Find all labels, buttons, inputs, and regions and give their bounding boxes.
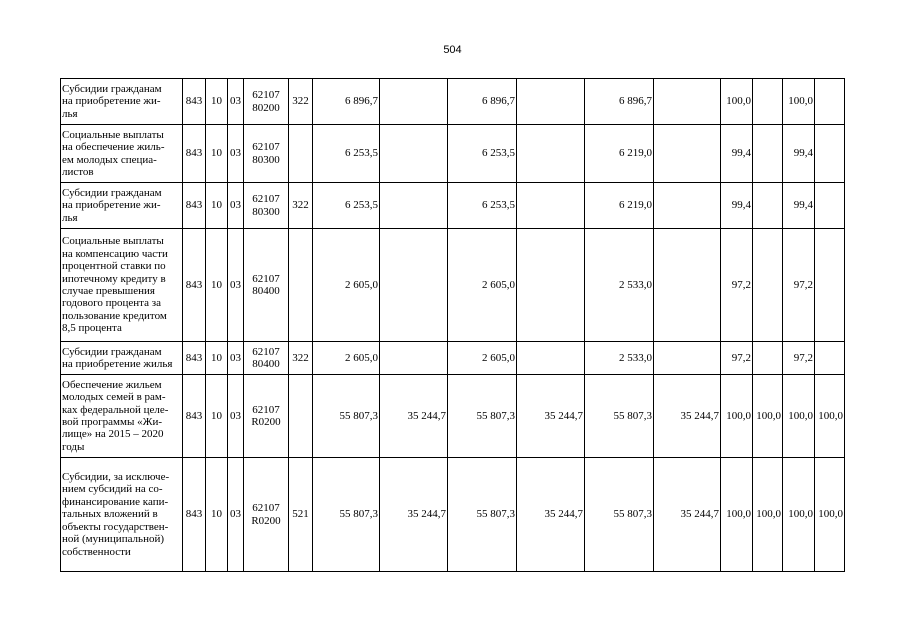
section-cell: 10 bbox=[206, 125, 228, 183]
expense-type-cell: 521 bbox=[289, 458, 313, 572]
value-cell: 35 244,7 bbox=[380, 375, 448, 458]
table-row bbox=[61, 125, 845, 183]
section-cell: 10 bbox=[206, 79, 228, 125]
value-cell: 35 244,7 bbox=[380, 458, 448, 572]
percent-cell bbox=[753, 125, 783, 183]
row-name-line: объекты государствен- bbox=[62, 520, 169, 533]
row-name-line: ной (муниципальной) bbox=[62, 533, 165, 546]
value-cell: 6 896,7 bbox=[313, 79, 380, 125]
percent-cell: 100,0 bbox=[753, 458, 783, 572]
ministry-cell: 843 bbox=[183, 375, 206, 458]
value-cell: 55 807,3 bbox=[448, 458, 517, 572]
percent-cell bbox=[815, 342, 845, 375]
section-cell: 10 bbox=[206, 458, 228, 572]
ministry-cell: 843 bbox=[183, 125, 206, 183]
row-name-line: Субсидии гражданам bbox=[62, 345, 162, 358]
value-cell bbox=[654, 79, 721, 125]
row-name-line: ипотечному кредиту в bbox=[62, 272, 166, 285]
percent-cell: 100,0 bbox=[783, 375, 815, 458]
target-code-line: 80300 bbox=[252, 153, 280, 166]
value-cell: 55 807,3 bbox=[448, 375, 517, 458]
target-code-line: 62107 bbox=[252, 141, 280, 154]
ministry-cell: 843 bbox=[183, 183, 206, 229]
ministry-cell: 843 bbox=[183, 458, 206, 572]
expense-type-cell: 322 bbox=[289, 79, 313, 125]
expense-type-cell: 322 bbox=[289, 342, 313, 375]
value-cell bbox=[380, 342, 448, 375]
ministry-cell: 843 bbox=[183, 79, 206, 125]
percent-cell: 99,4 bbox=[721, 183, 753, 229]
value-cell: 2 605,0 bbox=[313, 229, 380, 342]
expense-type-cell bbox=[289, 375, 313, 458]
row-name-line: на обеспечение жиль- bbox=[62, 141, 165, 154]
percent-cell bbox=[815, 125, 845, 183]
target-code-cell bbox=[244, 125, 289, 183]
row-name-line: Субсидии гражданам bbox=[62, 82, 162, 95]
row-name-line: на компенсацию части bbox=[62, 247, 168, 260]
percent-cell: 97,2 bbox=[721, 342, 753, 375]
value-cell bbox=[654, 183, 721, 229]
table-row bbox=[61, 79, 845, 125]
subsection-cell: 03 bbox=[228, 183, 244, 229]
row-name-line: нием субсидий на со- bbox=[62, 483, 163, 496]
value-cell: 35 244,7 bbox=[654, 375, 721, 458]
row-name-line: лище» на 2015 – 2020 bbox=[62, 428, 164, 441]
row-name-line: Социальные выплаты bbox=[62, 235, 164, 248]
target-code-cell bbox=[244, 229, 289, 342]
value-cell: 6 253,5 bbox=[448, 183, 517, 229]
row-name-line: вой программы «Жи- bbox=[62, 416, 163, 428]
percent-cell: 100,0 bbox=[815, 375, 845, 458]
row-name-line: лья bbox=[62, 211, 78, 224]
row-name-cell bbox=[61, 229, 183, 342]
row-name-line: Субсидии, за исключе- bbox=[62, 471, 170, 484]
row-name-cell bbox=[61, 183, 183, 229]
value-cell bbox=[380, 183, 448, 229]
row-name-line: ках федеральной целе- bbox=[62, 403, 169, 416]
value-cell: 55 807,3 bbox=[313, 458, 380, 572]
subsection-cell: 03 bbox=[228, 79, 244, 125]
row-name-cell bbox=[61, 79, 183, 125]
percent-cell: 97,2 bbox=[783, 342, 815, 375]
table-row bbox=[61, 375, 845, 458]
subsection-cell: 03 bbox=[228, 229, 244, 342]
value-cell: 35 244,7 bbox=[517, 458, 585, 572]
ministry-cell: 843 bbox=[183, 342, 206, 375]
row-name-line: молодых семей в рам- bbox=[62, 391, 166, 404]
value-cell bbox=[380, 79, 448, 125]
target-code-line: R0200 bbox=[251, 416, 281, 428]
percent-cell: 100,0 bbox=[721, 375, 753, 458]
value-cell: 6 896,7 bbox=[585, 79, 654, 125]
subsection-cell: 03 bbox=[228, 125, 244, 183]
row-name-line: Обеспечение жильем bbox=[62, 378, 162, 391]
row-name-cell bbox=[61, 375, 183, 458]
value-cell: 6 253,5 bbox=[448, 125, 517, 183]
expense-type-cell bbox=[289, 229, 313, 342]
row-name-cell bbox=[61, 125, 183, 183]
row-name-line: лья bbox=[62, 107, 78, 120]
target-code-line: 62107 bbox=[252, 403, 280, 416]
value-cell: 6 253,5 bbox=[313, 183, 380, 229]
section-cell: 10 bbox=[206, 375, 228, 458]
percent-cell bbox=[753, 79, 783, 125]
percent-cell: 99,4 bbox=[783, 125, 815, 183]
value-cell bbox=[517, 183, 585, 229]
value-cell: 2 605,0 bbox=[448, 342, 517, 375]
target-code-line: 62107 bbox=[252, 193, 280, 206]
row-name-line: Социальные выплаты bbox=[62, 128, 164, 141]
target-code-line: 80400 bbox=[252, 358, 280, 370]
value-cell bbox=[654, 342, 721, 375]
value-cell bbox=[380, 229, 448, 342]
section-cell: 10 bbox=[206, 342, 228, 375]
section-cell: 10 bbox=[206, 183, 228, 229]
target-code-cell bbox=[244, 375, 289, 458]
value-cell: 6 219,0 bbox=[585, 183, 654, 229]
table-row bbox=[61, 458, 845, 572]
value-cell: 6 896,7 bbox=[448, 79, 517, 125]
value-cell: 55 807,3 bbox=[585, 458, 654, 572]
row-name-line: пользование кредитом bbox=[62, 309, 167, 322]
row-name-line: процентной ставки по bbox=[62, 260, 166, 273]
table-row bbox=[61, 342, 845, 375]
row-name-line: на приобретение жилья bbox=[62, 358, 173, 370]
row-name-line: годового процента за bbox=[62, 297, 161, 310]
percent-cell: 100,0 bbox=[815, 458, 845, 572]
target-code-line: 62107 bbox=[252, 502, 280, 515]
percent-cell: 100,0 bbox=[753, 375, 783, 458]
page-number: 504 bbox=[443, 44, 462, 56]
subsection-cell: 03 bbox=[228, 458, 244, 572]
percent-cell: 100,0 bbox=[721, 79, 753, 125]
value-cell: 35 244,7 bbox=[517, 375, 585, 458]
target-code-line: 80300 bbox=[252, 205, 280, 218]
expense-type-cell bbox=[289, 125, 313, 183]
row-name-line: случае превышения bbox=[62, 285, 155, 297]
percent-cell bbox=[753, 342, 783, 375]
value-cell: 2 605,0 bbox=[448, 229, 517, 342]
target-code-line: 62107 bbox=[252, 345, 280, 358]
row-name-line: финансирование капи- bbox=[62, 495, 169, 508]
value-cell: 55 807,3 bbox=[313, 375, 380, 458]
target-code-line: 80200 bbox=[252, 101, 280, 114]
value-cell: 2 533,0 bbox=[585, 229, 654, 342]
table-row bbox=[61, 229, 845, 342]
target-code-line: 62107 bbox=[252, 272, 280, 285]
subsection-cell: 03 bbox=[228, 375, 244, 458]
percent-cell: 99,4 bbox=[783, 183, 815, 229]
value-cell bbox=[517, 79, 585, 125]
row-name-cell bbox=[61, 458, 183, 572]
row-name-line: годы bbox=[62, 440, 85, 453]
value-cell: 55 807,3 bbox=[585, 375, 654, 458]
percent-cell: 97,2 bbox=[721, 229, 753, 342]
percent-cell bbox=[753, 183, 783, 229]
percent-cell: 100,0 bbox=[783, 458, 815, 572]
row-name-line: 8,5 процента bbox=[62, 322, 122, 335]
value-cell: 2 605,0 bbox=[313, 342, 380, 375]
target-code-cell bbox=[244, 342, 289, 375]
row-name-line: на приобретение жи- bbox=[62, 95, 161, 108]
target-code-line: 62107 bbox=[252, 89, 280, 102]
value-cell bbox=[517, 125, 585, 183]
budget-table bbox=[60, 78, 845, 572]
percent-cell: 99,4 bbox=[721, 125, 753, 183]
expense-type-cell: 322 bbox=[289, 183, 313, 229]
target-code-cell bbox=[244, 458, 289, 572]
table-row bbox=[61, 183, 845, 229]
target-code-line: 80400 bbox=[252, 285, 280, 297]
target-code-line: R0200 bbox=[251, 514, 281, 527]
target-code-cell bbox=[244, 183, 289, 229]
percent-cell: 97,2 bbox=[783, 229, 815, 342]
percent-cell bbox=[753, 229, 783, 342]
row-name-line: листов bbox=[62, 165, 94, 178]
value-cell: 6 253,5 bbox=[313, 125, 380, 183]
percent-cell: 100,0 bbox=[783, 79, 815, 125]
ministry-cell: 843 bbox=[183, 229, 206, 342]
value-cell: 6 219,0 bbox=[585, 125, 654, 183]
value-cell bbox=[517, 229, 585, 342]
row-name-line: на приобретение жи- bbox=[62, 199, 161, 212]
value-cell bbox=[380, 125, 448, 183]
row-name-line: ем молодых специа- bbox=[62, 153, 157, 166]
row-name-line: Субсидии гражданам bbox=[62, 186, 162, 199]
subsection-cell: 03 bbox=[228, 342, 244, 375]
table-body bbox=[61, 79, 845, 572]
value-cell bbox=[654, 229, 721, 342]
value-cell bbox=[517, 342, 585, 375]
row-name-line: тальных вложений в bbox=[62, 508, 158, 521]
row-name-line: собственности bbox=[62, 545, 131, 558]
value-cell bbox=[654, 125, 721, 183]
percent-cell: 100,0 bbox=[721, 458, 753, 572]
target-code-cell bbox=[244, 79, 289, 125]
percent-cell bbox=[815, 183, 845, 229]
percent-cell bbox=[815, 229, 845, 342]
section-cell: 10 bbox=[206, 229, 228, 342]
value-cell: 35 244,7 bbox=[654, 458, 721, 572]
value-cell: 2 533,0 bbox=[585, 342, 654, 375]
percent-cell bbox=[815, 79, 845, 125]
row-name-cell bbox=[61, 342, 183, 375]
